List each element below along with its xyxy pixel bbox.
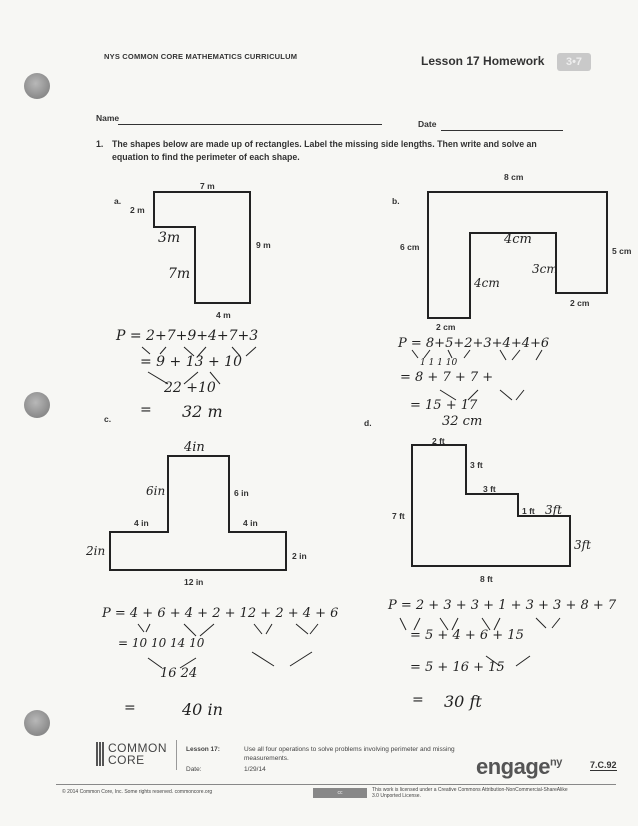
part-c-letter: c.	[104, 414, 112, 424]
shape-a-left-label: 2 m	[130, 205, 145, 215]
shape-a-right-label: 9 m	[256, 240, 271, 250]
shape-b-left-label: 6 cm	[400, 242, 420, 252]
shape-a-bottom-label: 4 m	[216, 310, 231, 320]
part-a-letter: a.	[114, 196, 122, 206]
shape-c-right-shelf-label: 4 in	[243, 518, 258, 528]
curriculum-header: NYS COMMON CORE MATHEMATICS CURRICULUM	[104, 52, 298, 61]
shape-d-hand-right: 3ft	[574, 538, 591, 552]
footer-date: 1/29/14	[244, 766, 266, 773]
work-a-line-4: =	[140, 402, 152, 418]
question-line-2: equation to find the perimeter of each shape.	[112, 152, 300, 162]
footer-lesson-desc: Use all four operations to solve problems involving perimeter and missing measurements.	[244, 746, 455, 762]
shape-c-right-stem-label: 6 in	[234, 488, 249, 498]
work-d-line-1: P = 2 + 3 + 3 + 1 + 3 + 3 + 8 + 7	[388, 598, 617, 613]
brand-line-1: COMMON	[108, 741, 167, 755]
creative-commons-badge-icon: cc	[313, 788, 367, 798]
work-d-line-4: =	[412, 692, 424, 708]
shape-c-hand-left-stem: 6in	[146, 484, 166, 498]
common-core-logo	[108, 742, 167, 766]
lesson-badge: 3•7	[557, 53, 591, 71]
name-label: Name	[96, 113, 120, 123]
shape-c-outline	[110, 456, 286, 570]
work-b-line-3: = 8 + 7 + 7 +	[400, 370, 494, 385]
shape-a-top-label: 7 m	[200, 181, 215, 191]
shape-c-bottom-label: 12 in	[184, 577, 204, 587]
brand-line-2: CORE	[108, 753, 145, 767]
question-line-1: The shapes below are made up of rectangles. Label the missing side lengths. Then write and solve an	[112, 139, 537, 149]
shape-c-hand-left: 2in	[86, 544, 106, 558]
footer-lesson-label: Lesson 17:	[186, 746, 220, 753]
question-number: 1.	[96, 139, 104, 149]
shape-d-bottom-label: 8 ft	[480, 574, 493, 584]
work-a-line-1: P = 2+7+9+4+7+3	[116, 328, 259, 344]
shape-b-hand-inner-top: 4cm	[504, 232, 532, 247]
date-label: Date	[418, 119, 437, 129]
work-c-answer: 40 in	[182, 700, 223, 719]
shape-b-bottom-left-label: 2 cm	[436, 322, 456, 332]
common-core-logo-mark	[96, 742, 104, 766]
part-d-letter: d.	[364, 418, 372, 428]
shape-b-top-label: 8 cm	[504, 172, 524, 182]
engage-sup: ny	[550, 756, 562, 769]
lesson-title: Lesson 17 Homework	[421, 54, 545, 68]
work-c-line-1: P = 4 + 6 + 4 + 2 + 12 + 2 + 4 + 6	[102, 606, 339, 621]
work-b-answer: 32 cm	[442, 414, 483, 429]
shape-b-hand-inner-right: 3cm	[532, 262, 558, 276]
shape-c-right-label: 2 in	[292, 551, 307, 561]
work-b-line-2: 1 1 1 10	[420, 358, 458, 368]
work-c-line-2: = 10 10 14 10	[118, 636, 205, 650]
work-c-line-3: 16 24	[160, 666, 198, 681]
shape-c-hand-top: 4in	[184, 440, 205, 455]
shape-d-step1-label: 3 ft	[470, 460, 483, 470]
shape-b-right-label: 5 cm	[612, 246, 632, 256]
shape-d-hand-step-right: 3ft	[545, 503, 562, 517]
shape-b-bottom-right-label: 2 cm	[570, 298, 590, 308]
shape-a-outline	[154, 192, 250, 303]
shape-d-top-label: 2 ft	[432, 436, 445, 446]
work-c-line-4: =	[124, 700, 136, 716]
page-number: 7.C.92	[590, 760, 617, 770]
footer-divider	[176, 740, 177, 770]
shape-d-step3-label: 1 ft	[522, 506, 535, 516]
work-d-line-3: = 5 + 16 + 15	[410, 660, 505, 675]
shape-d-step2-label: 3 ft	[483, 484, 496, 494]
work-a-answer: 32 m	[182, 402, 223, 421]
work-d-answer: 30 ft	[444, 692, 482, 711]
footer-date-label: Date:	[186, 766, 202, 773]
footer-license[interactable]: This work is licensed under a Creative Commons Attribution-NonCommercial-ShareAlike 3.0 Unported License.	[372, 787, 568, 799]
shape-b-hand-inner-left: 4cm	[474, 276, 500, 290]
work-a-line-2: = 9 + 13 + 10	[140, 354, 242, 370]
engageny-logo	[476, 754, 562, 780]
engage-text: engage	[476, 754, 551, 779]
footer-copyright: © 2014 Common Core, Inc. Some rights reserved. commoncore.org	[62, 789, 213, 795]
shape-a-hand-inner-left: 7m	[168, 266, 191, 282]
work-d-line-2: = 5 + 4 + 6 + 15	[410, 628, 524, 643]
shape-d-left-label: 7 ft	[392, 511, 405, 521]
work-b-line-4: = 15 + 17	[410, 398, 478, 413]
footer-rule	[56, 784, 616, 785]
part-b-letter: b.	[392, 196, 400, 206]
shape-c-left-shelf-label: 4 in	[134, 518, 149, 528]
work-a-line-3: 22 +10	[164, 380, 216, 396]
shape-a-hand-inner-top: 3m	[158, 230, 181, 246]
work-b-line-1: P = 8+5+2+3+4+4+6	[398, 336, 550, 351]
